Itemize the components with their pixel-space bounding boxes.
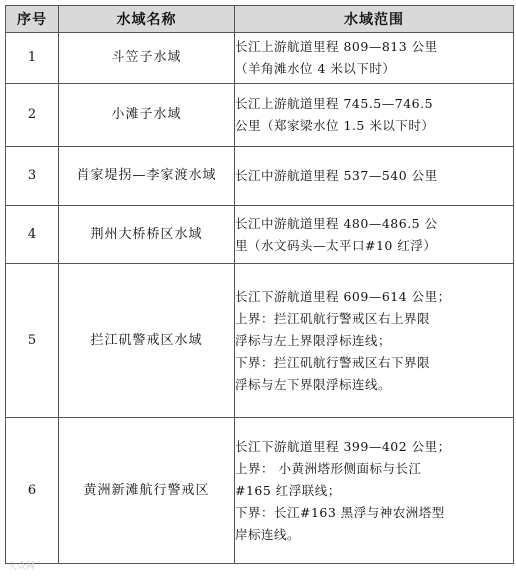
row-serial-number: 2 — [6, 84, 59, 147]
range-line: 里（水文码头—太平口#10 红浮） — [235, 237, 437, 253]
range-line: 下界：拦江矶航行警戒区右下界限 — [235, 354, 431, 370]
range-line: #165 红浮联线； — [235, 482, 341, 498]
row-water-area-name: 荆州大桥桥区水域 — [59, 206, 235, 264]
range-line: 长江中游航道里程 537—540 公里 — [235, 168, 438, 183]
range-line: 长江下游航道里程 609—614 公里； — [235, 288, 451, 304]
row-water-area-name: 斗笠子水域 — [59, 33, 235, 84]
row-water-area-range — [235, 264, 514, 418]
table-row — [6, 418, 514, 564]
row-water-area-range — [235, 418, 514, 564]
row-serial-number: 1 — [6, 33, 59, 84]
range-line: 长江下游航道里程 399—402 公里； — [235, 438, 451, 454]
row-water-area-name: 拦江矶警戒区水域 — [59, 264, 235, 418]
row-water-area-name: 小滩子水域 — [59, 84, 235, 147]
row-serial-number: 4 — [6, 206, 59, 264]
range-line: （羊角滩水位 4 米以下时） — [235, 61, 396, 76]
range-line: 长江中游航道里程 480—486.5 公 — [235, 215, 438, 231]
row-serial-number: 3 — [6, 147, 59, 206]
table-row — [6, 33, 514, 84]
range-line: 长江上游航道里程 809—813 公里 — [235, 39, 438, 54]
source-watermark: 大众网 — [8, 562, 36, 572]
range-line: 上界： 小黄洲塔形侧面标与长江 — [235, 460, 422, 476]
row-water-area-range — [235, 147, 514, 206]
header-water-area-name: 水域名称 — [59, 6, 235, 33]
row-water-area-range — [235, 206, 514, 264]
range-line: 长江上游航道里程 745.5—746.5 — [235, 96, 434, 111]
range-line: 岸标连线。 — [235, 526, 301, 542]
row-water-area-range — [235, 33, 514, 84]
row-serial-number: 5 — [6, 264, 59, 418]
table-row — [6, 206, 514, 264]
row-serial-number: 6 — [6, 418, 59, 564]
row-water-area-name: 黄洲新滩航行警戒区 — [59, 418, 235, 564]
range-line: 公里（郑家梁水位 1.5 米以下时） — [235, 118, 435, 133]
range-line: 浮标与左上界限浮标连线； — [235, 332, 392, 348]
row-water-area-range — [235, 84, 514, 147]
water-areas-table — [5, 5, 514, 564]
range-line: 下界：长江#163 黑浮与神农洲塔型 — [235, 504, 445, 520]
table-row — [6, 147, 514, 206]
range-line: 上界：拦江矶航行警戒区右上界限 — [235, 310, 431, 326]
range-line: 浮标与左下界限浮标连线。 — [235, 376, 392, 392]
table-row — [6, 264, 514, 418]
table-row — [6, 84, 514, 147]
table-header-row — [6, 6, 514, 33]
header-water-area-range: 水域范围 — [235, 6, 514, 33]
header-serial-number: 序号 — [6, 6, 59, 33]
row-water-area-name: 肖家堤拐—李家渡水域 — [59, 147, 235, 206]
